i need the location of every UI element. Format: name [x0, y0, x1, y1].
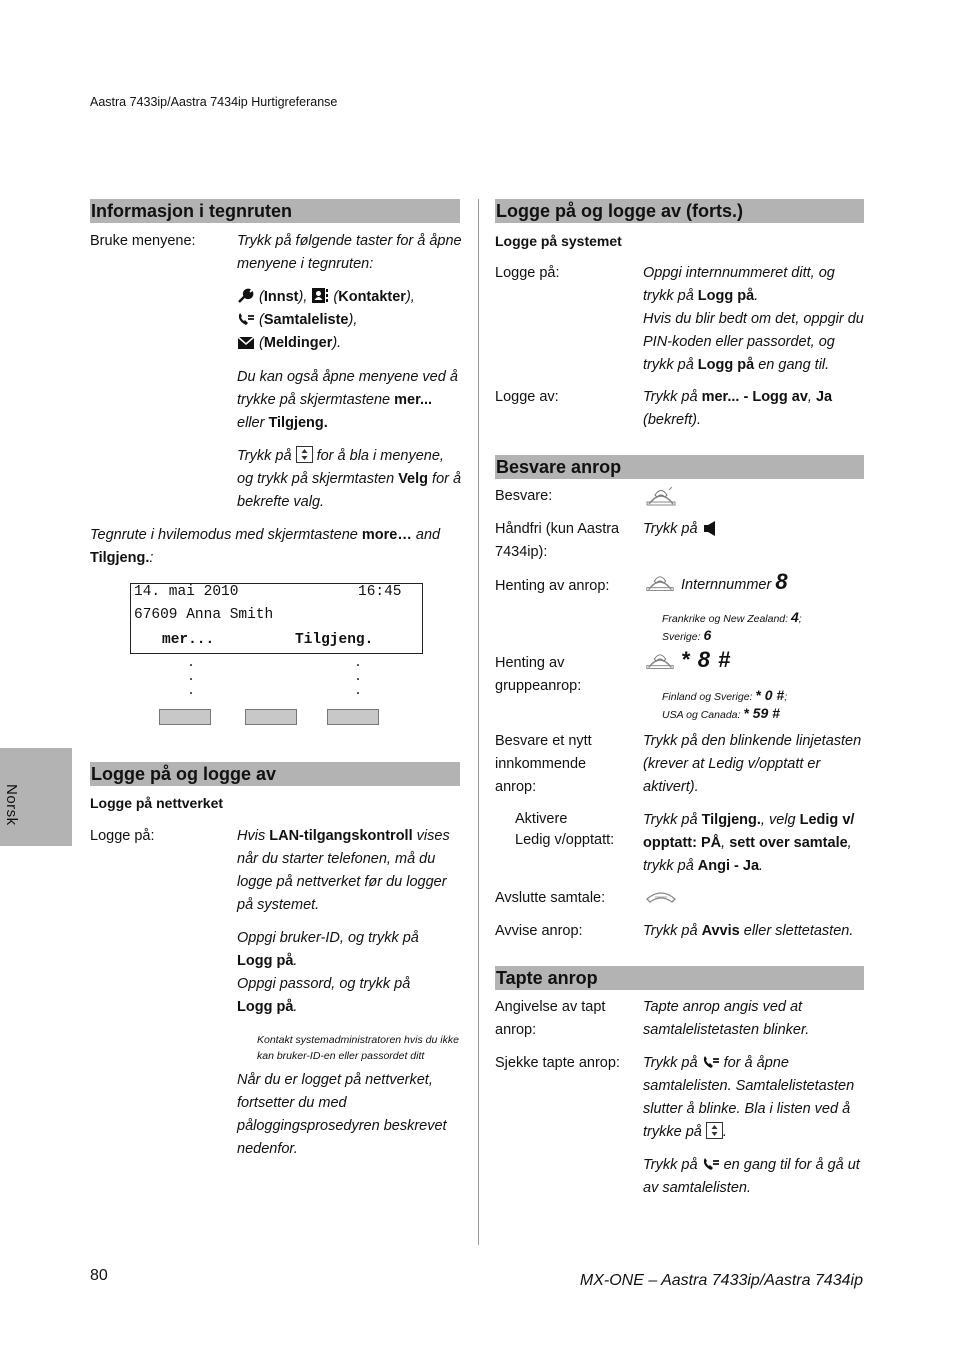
login-p1: Hvis LAN-tilgangskontroll vises når du starter telefonen, må du logge på nettverket før du logger på systemet. [237, 828, 450, 913]
scroll-text: Trykk på for å bla i menyene, og trykk på skjermtasten Velg for å bekrefte valg. [237, 448, 462, 510]
softkey-pointer-left: . . . [187, 655, 195, 698]
page-number: 80 [90, 1267, 108, 1284]
contacts-icon [311, 287, 329, 304]
call-list-icon [702, 1056, 720, 1070]
login-p2: Oppgi bruker-ID, og trykk på Logg på. Oppgi passord, og trykk på Logg på. [237, 930, 419, 1015]
wrench-icon [237, 288, 255, 304]
login-p3: Når du er logget på nettverket, fortsetter du med påloggingsprosedyren beskrevet nedenfor. [237, 1072, 447, 1157]
softkey-button-2[interactable] [245, 709, 297, 725]
section-heading-answer: Besvare anrop [495, 455, 864, 479]
handset-lift-icon [643, 486, 679, 506]
envelope-icon [237, 336, 255, 350]
missed-indication-text: Tapte anrop angis ved at samtalelistetasten blinker. [643, 999, 810, 1038]
call-list-icon [702, 1158, 720, 1172]
logon-text: Oppgi internnummeret ditt, og trykk på Logg på. Hvis du blir bedt om det, oppgir du PIN-koden eller passordet, og trykk på Logg på en gang til. [643, 265, 864, 373]
activate-text: Trykk på Tilgjeng., velg Ledig v/ opptatt: PÅ, sett over samtale, trykk på Angi - Ja. [643, 812, 855, 874]
reject-text: Trykk på Avvis eller slettetasten. [643, 923, 854, 939]
idle-text: Tegnrute i hvilemodus med skjermtastene more… and Tilgjeng.: [90, 527, 441, 566]
call-list-icon [237, 313, 255, 327]
menu-list: (Innst), (Kontakter), (Samtaleliste), (Meldinger). [237, 286, 462, 355]
display-time: 16:45 [358, 584, 402, 600]
section-heading-login-cont: Logge på og logge av (forts.) [495, 199, 864, 223]
activate-label: Aktivere Ledig v/opptatt: [515, 811, 615, 848]
menu-innst: Innst [263, 289, 299, 305]
softkey-pointer-right: . . . [354, 655, 362, 698]
group-pickup-label: Henting av gruppeanrop: [495, 655, 582, 694]
section-heading-info: Informasjon i tegnruten [90, 199, 460, 223]
navigation-key-icon [296, 446, 313, 463]
handset-hangup-icon [643, 889, 679, 905]
display-user: 67609 Anna Smith [134, 607, 274, 623]
missed-exit-text: Trykk på en gang til for å gå ut av samtalelisten. [643, 1157, 860, 1196]
end-call-label: Avslutte samtale: [495, 890, 606, 906]
also-text: Du kan også åpne menyene ved å trykke på skjermtastene mer... eller Tilgjeng. [237, 369, 458, 431]
missed-check-text: Trykk på for å åpne samtalelisten. Samtalelistetasten slutter å blinke. Bla i listen ved å trykke på . [643, 1055, 855, 1140]
logoff-text: Trykk på mer... - Logg av, Ja (bekreft). [643, 389, 833, 428]
new-call-text: Trykk på den blinkende linjetasten (krever at Ledig v/opptatt er aktivert). [643, 733, 862, 795]
group-pickup-text: * 8 # [643, 648, 731, 675]
login-note: Kontakt systemadministratoren hvis du ikke kan bruker-ID-en eller passordet ditt [257, 1034, 459, 1062]
login-cont-subheading: Logge på systemet [495, 233, 622, 249]
display-softkey-mer: mer... [162, 632, 215, 648]
handsfree-text: Trykk på [643, 518, 720, 541]
pickup-text: Internnummer 8 [643, 570, 865, 597]
handset-lift-icon [643, 572, 677, 592]
display-softkey-tilgjeng: Tilgjeng. [295, 632, 374, 648]
section-heading-login: Logge på og logge av [90, 762, 460, 786]
section-heading-missed: Tapte anrop [495, 966, 864, 990]
pickup-label: Henting av anrop: [495, 578, 610, 594]
softkey-button-3[interactable] [327, 709, 379, 725]
group-pickup-note: Finland og Sverige: * 0 #; USA og Canada: * 59 # [662, 687, 788, 721]
bruke-text: Trykk på følgende taster for å åpne menyene i tegnruten: [237, 233, 462, 272]
login-subheading: Logge på nettverket [90, 795, 224, 811]
speaker-icon [702, 520, 720, 536]
softkey-button-1[interactable] [159, 709, 211, 725]
footer-product: MX-ONE – Aastra 7433ip/Aastra 7434ip [579, 1272, 863, 1289]
handset-lift-icon [643, 650, 677, 670]
logon-label: Logge på: [495, 265, 560, 281]
missed-check-label: Sjekke tapte anrop: [495, 1055, 620, 1071]
logoff-label: Logge av: [495, 389, 559, 405]
menu-meldinger: Meldinger [263, 335, 333, 351]
new-call-label: Besvare et nytt innkommende anrop: [495, 733, 592, 795]
login-label: Logge på: [90, 828, 155, 844]
pickup-note: Frankrike og New Zealand: 4; Sverige: 6 [662, 609, 802, 643]
answer-label: Besvare: [495, 488, 553, 504]
missed-indication-label: Angivelse av tapt anrop: [495, 999, 606, 1038]
bruke-label: Bruke menyene: [90, 233, 196, 249]
menu-samtaleliste: Samtaleliste [263, 312, 349, 328]
column-divider [478, 199, 479, 1245]
menu-kontakter: Kontakter [338, 289, 406, 305]
page-header: Aastra 7433ip/Aastra 7434ip Hurtigreferanse [90, 95, 338, 109]
phone-display [130, 583, 423, 654]
reject-label: Avvise anrop: [495, 923, 583, 939]
language-tab [0, 748, 72, 846]
navigation-key-icon [706, 1122, 723, 1139]
display-date: 14. mai 2010 [134, 584, 239, 600]
language-tab-label: Norsk [3, 784, 20, 826]
handsfree-label: Håndfri (kun Aastra 7434ip): [495, 521, 620, 560]
